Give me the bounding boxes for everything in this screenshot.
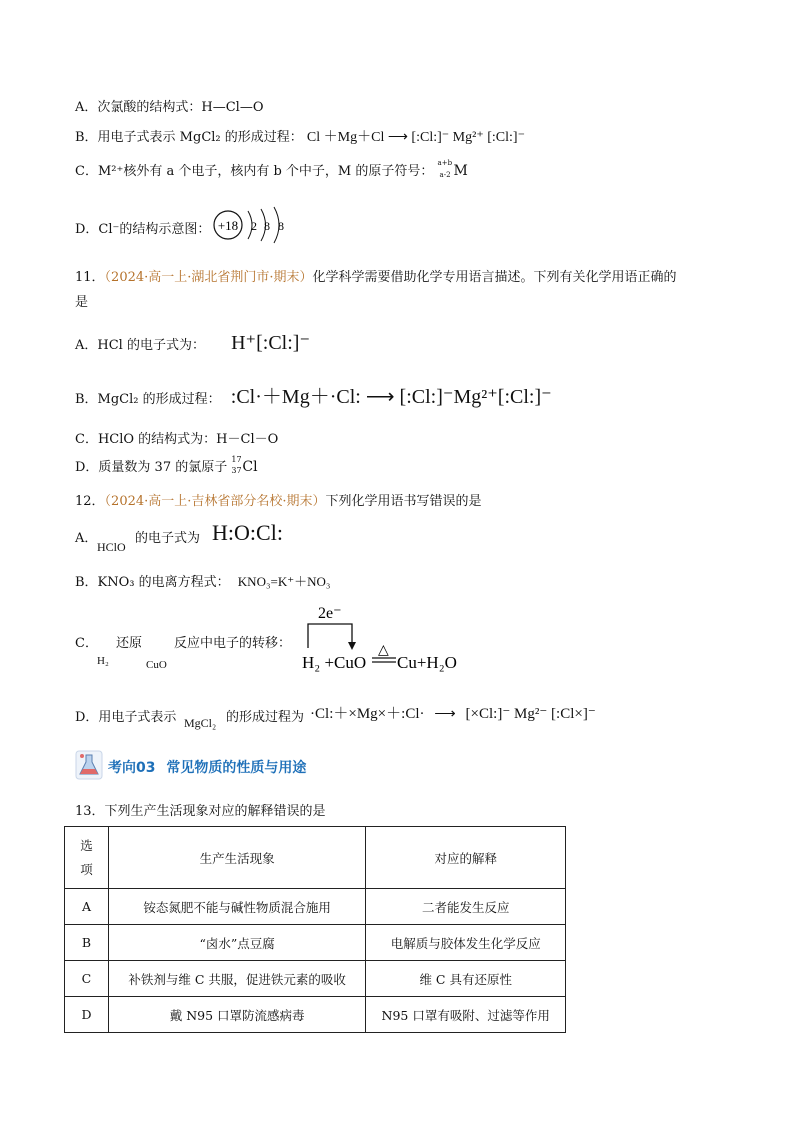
option-c-top-prefix: C．M²⁺核外有 a 个电子，核内有 b 个中子，M 的原子符号： bbox=[75, 164, 434, 179]
mgcl2-formation-formula-q11: :Cl·＋Mg＋·Cl: ⟶ [:Cl:]⁻Mg²⁺[:Cl:]⁻ bbox=[230, 386, 552, 408]
q12-option-b bbox=[75, 571, 330, 590]
q12-option-a-prefix: A． bbox=[75, 531, 98, 546]
nuclide-number: a-2 bbox=[439, 170, 451, 179]
minus-charge-2: ⁻ bbox=[541, 386, 552, 408]
cl-atom-1: Cl bbox=[236, 386, 256, 408]
mgcl2-formation-formula-top: Cl ＋Mg＋Cl ⟶ [:Cl:]⁻ Mg²⁺ [:Cl:]⁻ bbox=[306, 130, 525, 145]
mg-atom: Mg bbox=[356, 706, 378, 722]
option-d-top-prefix: D．Cl⁻的结构示意图： bbox=[75, 222, 211, 237]
q12-option-c-prefix: C． bbox=[75, 636, 98, 651]
q12-option-d-formula: MgCl₂ bbox=[184, 716, 217, 730]
row-phenomenon: 铵态氮肥不能与碱性物质混合施用 bbox=[108, 889, 365, 925]
table-row bbox=[65, 997, 566, 1033]
cl-ion-1: Cl bbox=[419, 130, 434, 145]
nuclide-symbol-m bbox=[437, 158, 472, 181]
electron-count-label: 2e⁻ bbox=[318, 605, 342, 622]
table-row bbox=[65, 925, 566, 961]
row-option: A bbox=[65, 889, 109, 925]
cl-ion: Cl bbox=[268, 332, 288, 354]
cl-ion-2: Cl bbox=[495, 130, 510, 145]
minus-charge-2: ⁻ bbox=[587, 706, 596, 722]
q11-stem-line bbox=[75, 266, 677, 285]
q11-stem: 化学科学需要借助化学专用语言描述。下列有关化学用语正确的 bbox=[312, 270, 677, 285]
nuclide-cl bbox=[231, 454, 261, 477]
mg-atom: Mg bbox=[281, 386, 310, 408]
shell-count-1: 2 bbox=[251, 219, 257, 233]
q11-option-c: C．HClO 的结构式为：H－Cl－O bbox=[75, 432, 279, 447]
q11-option-b bbox=[75, 380, 552, 409]
q12-stem-line bbox=[75, 490, 482, 509]
hcl-electron-formula: H⁺[:Cl:]⁻ bbox=[231, 332, 311, 354]
row-phenomenon: 补铁剂与维 C 共服，促进铁元素的吸收 bbox=[108, 961, 365, 997]
header-explanation: 对应的解释 bbox=[366, 827, 566, 889]
nuclide-mass: a+b bbox=[437, 158, 453, 167]
q12-stem: 下列化学用语书写错误的是 bbox=[325, 494, 482, 509]
cl-atom-2: Cl bbox=[405, 706, 420, 722]
mg-ion: Mg²⁺ bbox=[453, 386, 498, 408]
mg-atom: Mg bbox=[337, 130, 358, 145]
q11-source: （2024·高一上·湖北省荆门市·期末） bbox=[104, 270, 313, 285]
shell-count-3: 8 bbox=[278, 219, 284, 233]
q12-option-c-word1: 还原 bbox=[116, 636, 143, 651]
q11-option-d bbox=[75, 456, 261, 477]
products: Cu+H₂O bbox=[397, 653, 457, 672]
reaction-arrow: ⟶ bbox=[434, 706, 456, 722]
option-b-top-prefix: B．用电子式表示 MgCl₂ 的形成过程： bbox=[75, 130, 303, 145]
cl-atom-2: Cl bbox=[371, 130, 385, 145]
q13-stem: 13．下列生产生活现象对应的解释错误的是 bbox=[75, 804, 326, 819]
reactants: H₂ +CuO bbox=[302, 653, 367, 672]
q12-source: （2024·高一上·吉林省部分名校·期末） bbox=[104, 494, 326, 509]
nuclide-cl-mass: 17 bbox=[231, 454, 242, 464]
shell-count-2: 8 bbox=[264, 219, 270, 233]
q11-stem-cont: 是 bbox=[75, 295, 89, 310]
minus-charge-1: ⁻ bbox=[502, 706, 511, 722]
q12-option-c-h2: H₂ bbox=[97, 655, 109, 667]
nucleus-charge: +18 bbox=[217, 218, 239, 233]
nuclide-cl-number: 37 bbox=[231, 465, 242, 475]
h-plus: H⁺ bbox=[231, 332, 257, 354]
mg-ion: Mg²⁺ bbox=[452, 130, 484, 145]
q11-option-a-prefix: A．HCl 的电子式为： bbox=[75, 338, 205, 353]
cl-atom: Cl bbox=[256, 520, 277, 545]
cl-atom-2: Cl bbox=[336, 386, 356, 408]
cl-charge: ⁻ bbox=[299, 332, 311, 354]
q11-option-b-prefix: B．MgCl₂ 的形成过程： bbox=[75, 392, 221, 407]
flask-icon bbox=[75, 750, 103, 780]
reaction-arrow: ⟶ bbox=[387, 130, 408, 145]
table-header-row bbox=[65, 827, 566, 889]
row-explanation: 二者能发生反应 bbox=[366, 889, 566, 925]
q13-table bbox=[64, 826, 566, 1033]
reaction-arrow: ⟶ bbox=[365, 386, 395, 408]
section-title: 常见物质的性质与用途 bbox=[166, 760, 307, 776]
cl-ion-1: Cl bbox=[478, 706, 494, 722]
q11-number: 11． bbox=[75, 270, 105, 285]
nuclide-letter: M bbox=[453, 162, 468, 179]
option-a-top: A．次氯酸的结构式：H—Cl—O bbox=[75, 100, 264, 115]
q12-number: 12． bbox=[75, 494, 105, 509]
table-row bbox=[65, 889, 566, 925]
q11-option-d-prefix: D．质量数为 37 的氯原子 bbox=[75, 460, 228, 475]
h-atom: H bbox=[212, 520, 228, 545]
cl-ion-structure-diagram bbox=[208, 205, 292, 245]
table-row bbox=[65, 961, 566, 997]
q12-option-b-prefix: B．KNO₃ 的电离方程式： bbox=[75, 575, 230, 590]
o-atom: O bbox=[234, 520, 250, 545]
q12-option-c-cuo: CuO bbox=[146, 659, 167, 671]
row-option: B bbox=[65, 925, 109, 961]
row-explanation: 电解质与胶体发生化学反应 bbox=[366, 925, 566, 961]
header-phenomenon: 生产生活现象 bbox=[108, 827, 365, 889]
minus-charge-1: ⁻ bbox=[442, 386, 454, 408]
row-option: D bbox=[65, 997, 109, 1033]
mgcl2-formation-formula-q12: ·Cl:＋×Mg×＋:Cl· ⟶ [×Cl:]⁻ Mg²⁻ [:Cl×]⁻ bbox=[310, 706, 596, 722]
row-explanation: N95 口罩有吸附、过滤等作用 bbox=[366, 997, 566, 1033]
minus-charge-2: ⁻ bbox=[517, 130, 525, 145]
transfer-bracket bbox=[308, 624, 352, 648]
transfer-arrowhead bbox=[348, 642, 356, 650]
cl-atom-1: Cl bbox=[306, 130, 321, 145]
q12-option-d-prefix: D．用电子式表示 bbox=[75, 710, 177, 725]
cl-ion-2: Cl bbox=[510, 386, 529, 408]
heat-symbol: △ bbox=[378, 643, 389, 658]
minus-charge-1: ⁻ bbox=[441, 130, 450, 145]
section-heading bbox=[108, 757, 306, 777]
cl-ion-2: Cl bbox=[560, 706, 575, 722]
option-c-top bbox=[75, 160, 472, 181]
q12-option-a-mid: 的电子式为 bbox=[135, 531, 201, 546]
hclo-electron-formula: H:O:Cl: bbox=[212, 520, 283, 545]
q11-option-a bbox=[75, 330, 310, 355]
header-option: 选项 bbox=[65, 827, 109, 889]
electron-transfer-diagram bbox=[300, 600, 470, 678]
row-phenomenon: “卤水”点豆腐 bbox=[108, 925, 365, 961]
q12-option-d-mid: 的形成过程为 bbox=[226, 710, 305, 725]
row-explanation: 维 C 具有还原性 bbox=[366, 961, 566, 997]
kno3-ionization-equation: KNO₃=K⁺＋NO₃ bbox=[237, 574, 331, 589]
row-phenomenon: 戴 N95 口罩防流感病毒 bbox=[108, 997, 365, 1033]
cl-ion-1: Cl bbox=[411, 386, 431, 408]
row-option: C bbox=[65, 961, 109, 997]
q12-option-a-formula: HClO bbox=[97, 540, 126, 554]
option-b-top bbox=[75, 126, 525, 146]
nuclide-cl-letter: Cl bbox=[242, 458, 258, 475]
mg-ion: Mg²⁻ bbox=[514, 706, 548, 722]
q12-option-c-word2: 反应中电子的转移： bbox=[174, 636, 292, 651]
section-label: 考向03 bbox=[108, 760, 156, 776]
cl-atom-1: Cl bbox=[315, 706, 330, 722]
